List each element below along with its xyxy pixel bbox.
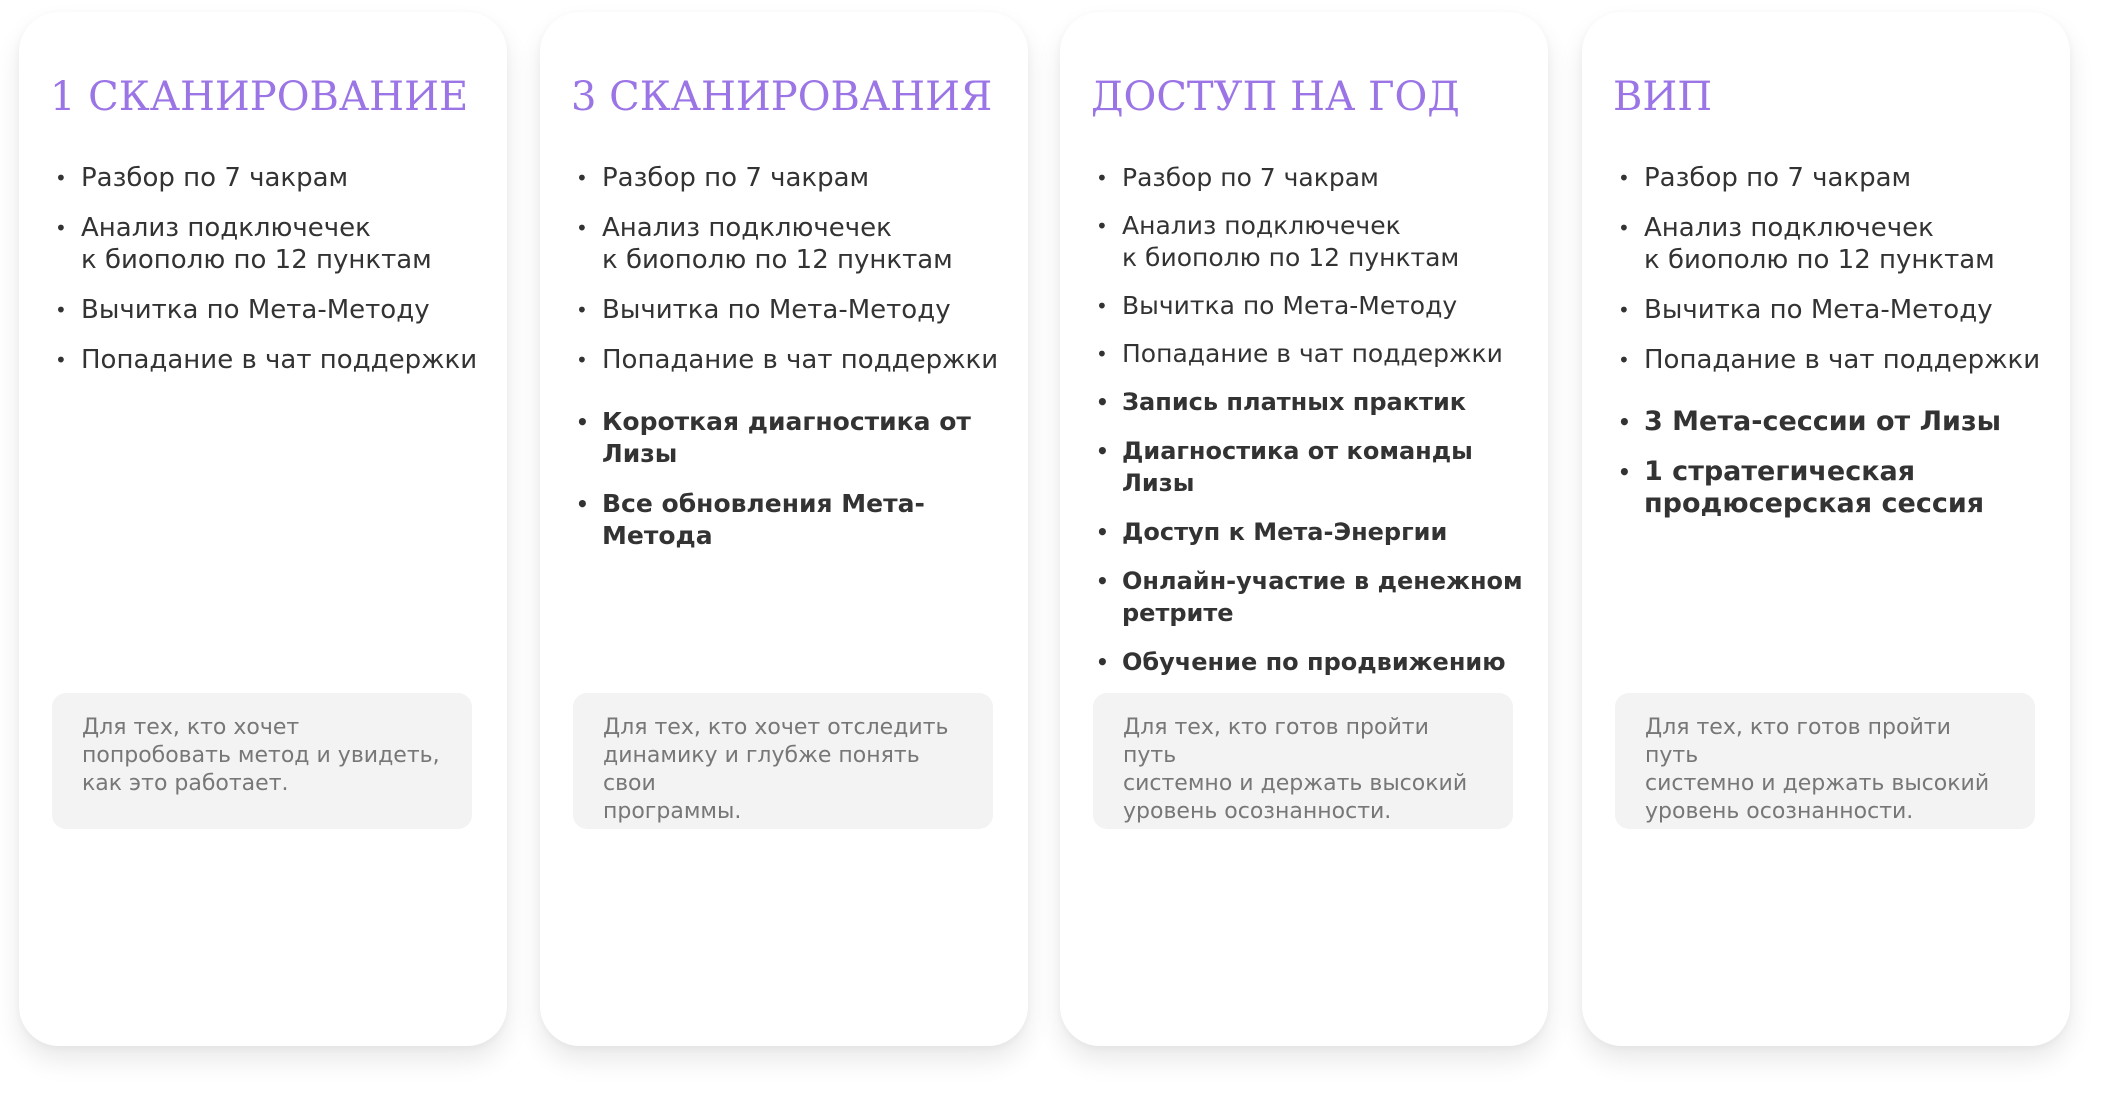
feature-item [1618, 344, 2060, 376]
bullet-icon: • [576, 410, 589, 434]
feature-item [1096, 338, 1538, 370]
feature-item [1096, 210, 1538, 274]
feature-text: Короткая диагностика от Лизы [602, 407, 971, 468]
pricing-card-3-scans[interactable] [540, 12, 1028, 1046]
feature-text: Обучение по продвижению [1122, 648, 1506, 676]
feature-text: Анализ подключечек к биополю по 12 пунктам [1644, 213, 1995, 275]
feature-text: Разбор по 7 чакрам [1122, 163, 1379, 192]
pricing-card-vip[interactable] [1582, 12, 2070, 1046]
feature-text: Вычитка по Мета-Методу [602, 295, 951, 325]
feature-item [55, 162, 497, 194]
bullet-icon: • [1096, 294, 1108, 318]
bullet-icon: • [1096, 342, 1108, 366]
bullet-icon: • [55, 216, 67, 240]
bullet-icon: • [576, 492, 589, 516]
bullet-icon: • [1618, 216, 1630, 240]
feature-item [55, 294, 497, 326]
bullet-icon: • [576, 298, 588, 322]
bullet-icon: • [1618, 348, 1630, 372]
card-title: 3 СКАНИРОВАНИЯ [571, 74, 993, 120]
feature-text: Анализ подключечек к биополю по 12 пунктам [81, 213, 432, 275]
pricing-card-year-access[interactable] [1060, 12, 1548, 1046]
bullet-icon: • [576, 216, 588, 240]
feature-list [1618, 162, 2060, 538]
bullet-icon: • [1618, 460, 1631, 484]
feature-text: Вычитка по Мета-Методу [1644, 295, 1993, 325]
feature-item [1618, 212, 2060, 276]
bullet-icon: • [1096, 569, 1109, 593]
feature-item [55, 212, 497, 276]
feature-item [576, 488, 1018, 552]
feature-list [1096, 162, 1538, 695]
feature-item [576, 344, 1018, 376]
feature-text: Диагностика от команды Лизы [1122, 437, 1473, 497]
card-title: ДОСТУП НА ГОД [1091, 74, 1460, 120]
bullet-icon: • [1618, 410, 1631, 434]
feature-item [1096, 435, 1538, 499]
bullet-icon: • [1618, 298, 1630, 322]
feature-text: Все обновления Мета-Метода [602, 489, 925, 550]
feature-item [1618, 162, 2060, 194]
feature-text: Разбор по 7 чакрам [1644, 163, 1912, 193]
feature-text: Попадание в чат поддержки [81, 345, 478, 375]
card-title: ВИП [1613, 74, 1713, 120]
feature-item [1096, 162, 1538, 194]
bullet-icon: • [1096, 520, 1109, 544]
feature-text: Анализ подключечек к биополю по 12 пунктам [602, 213, 953, 275]
feature-text: Запись платных практик [1122, 388, 1467, 416]
bullet-icon: • [1096, 390, 1109, 414]
feature-text: 3 Мета-сессии от Лизы [1644, 406, 2002, 437]
bullet-icon: • [1096, 214, 1108, 238]
feature-list [576, 162, 1018, 570]
feature-item [1096, 646, 1538, 678]
feature-item [1618, 294, 2060, 326]
feature-list [55, 162, 497, 394]
audience-note: Для тех, кто хочет отследить динамику и глубже понять свои программы. [573, 693, 993, 829]
feature-item [1096, 386, 1538, 418]
feature-text: Анализ подключечек к биополю по 12 пунктам [1122, 211, 1460, 272]
audience-note: Для тех, кто хочет попробовать метод и увидеть, как это работает. [52, 693, 472, 829]
audience-note: Для тех, кто готов пройти путь системно и держать высокий уровень осознанности. [1615, 693, 2035, 829]
bullet-icon: • [576, 166, 588, 190]
feature-text: Попадание в чат поддержки [1644, 345, 2041, 375]
audience-note: Для тех, кто готов пройти путь системно и держать высокий уровень осознанности. [1093, 693, 1513, 829]
feature-item [1096, 290, 1538, 322]
feature-item [576, 212, 1018, 276]
bullet-icon: • [1618, 166, 1630, 190]
feature-item [1618, 456, 2060, 520]
bullet-icon: • [55, 166, 67, 190]
bullet-icon: • [1096, 439, 1109, 463]
feature-text: Попадание в чат поддержки [602, 345, 999, 375]
feature-text: Доступ к Мета-Энергии [1122, 518, 1448, 546]
feature-text: Попадание в чат поддержки [1122, 339, 1503, 368]
bullet-icon: • [1096, 650, 1109, 674]
feature-item [1618, 406, 2060, 438]
bullet-icon: • [55, 348, 67, 372]
feature-text: 1 стратегическая продюсерская сессия [1644, 456, 1985, 519]
feature-text: Вычитка по Мета-Методу [81, 295, 430, 325]
feature-item [1096, 565, 1538, 629]
bullet-icon: • [1096, 166, 1108, 190]
feature-text: Вычитка по Мета-Методу [1122, 291, 1458, 320]
bullet-icon: • [576, 348, 588, 372]
pricing-card-1-scan[interactable] [19, 12, 507, 1046]
feature-item [576, 294, 1018, 326]
feature-text: Онлайн-участие в денежном ретрите [1122, 567, 1523, 627]
feature-item [576, 406, 1018, 470]
card-title: 1 СКАНИРОВАНИЕ [50, 74, 469, 120]
feature-item [55, 344, 497, 376]
feature-text: Разбор по 7 чакрам [81, 163, 349, 193]
feature-item [1096, 516, 1538, 548]
bullet-icon: • [55, 298, 67, 322]
feature-text: Разбор по 7 чакрам [602, 163, 870, 193]
feature-item [576, 162, 1018, 194]
